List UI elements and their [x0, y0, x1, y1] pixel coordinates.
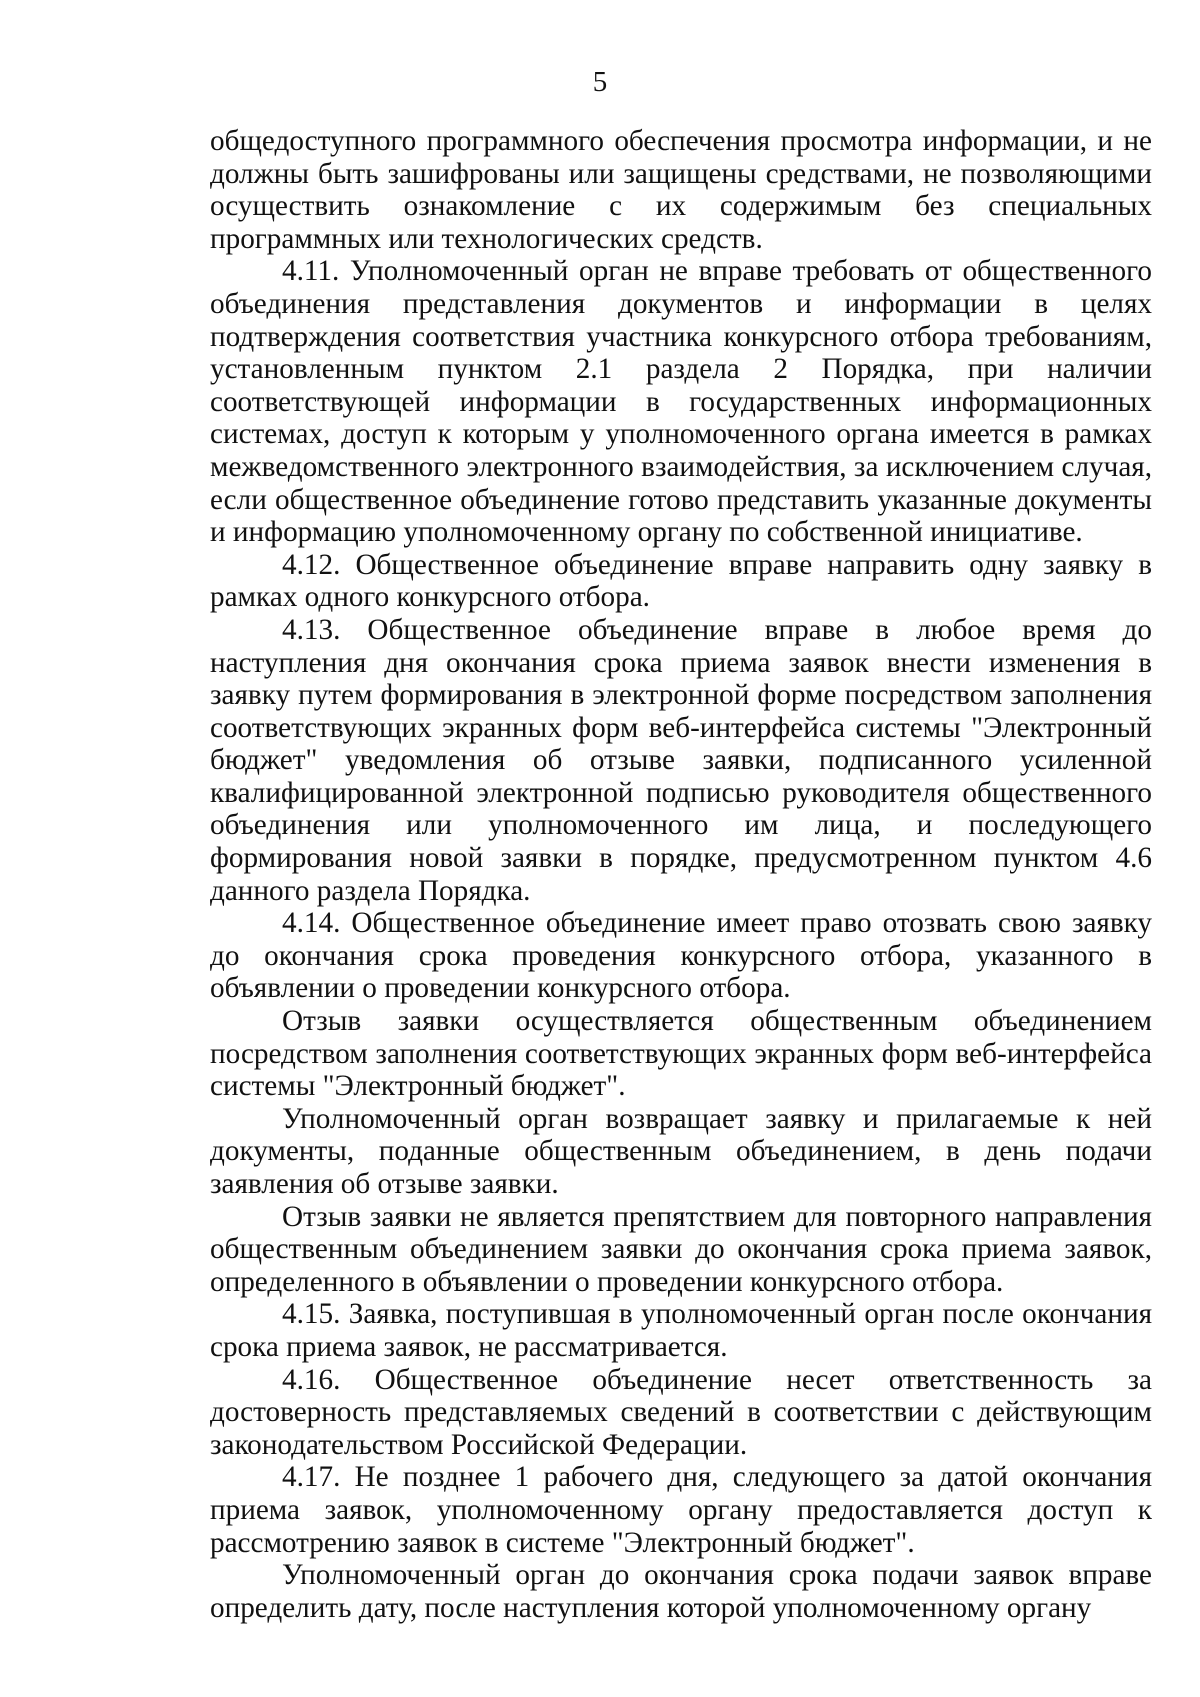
document-body [210, 125, 1152, 1624]
paragraph-4-17: 4.17. Не позднее 1 рабочего дня, следующего за датой окончания приема заявок, уполномоченному органу предоставляется доступ к рассмотрению заявок в системе "Электронный бюджет". [210, 1461, 1152, 1559]
paragraph-4-16: 4.16. Общественное объединение несет ответственность за достоверность представляемых сведений в соответствии с действующим законодательством Российской Федерации. [210, 1363, 1152, 1461]
paragraph-4-14: 4.14. Общественное объединение имеет право отозвать свою заявку до окончания срока проведения конкурсного отбора, указанного в объявлении о проведении конкурсного отбора. [210, 907, 1152, 1005]
paragraph-withdrawal-method: Отзыв заявки осуществляется общественным объединением посредством заполнения соответствующих экранных форм веб-интерфейса системы "Электронный бюджет". [210, 1005, 1152, 1103]
paragraph-4-11: 4.11. Уполномоченный орган не вправе требовать от общественного объединения представления документов и информации в целях подтверждения соответствия участника конкурсного отбора требованиям, установленным пунктом 2.1 раздела 2 Порядка, при наличии соответствующей информации в государственных информационных системах, доступ к которым у уполномоченного органа имеется в рамках межведомственного электронного взаимодействия, за исключением случая, если общественное объединение готово представить указанные документы и информацию уполномоченному органу по собственной инициативе. [210, 255, 1152, 549]
page-number: 5 [592, 66, 608, 98]
paragraph-4-12: 4.12. Общественное объединение вправе направить одну заявку в рамках одного конкурсного отбора. [210, 548, 1152, 614]
paragraph-withdrawal-resubmission: Отзыв заявки не является препятствием для повторного направления общественным объединением заявки до окончания срока приема заявок, определенного в объявлении о проведении конкурсного отбора. [210, 1200, 1152, 1298]
paragraph-4-13: 4.13. Общественное объединение вправе в любое время до наступления дня окончания срока приема заявок внести изменения в заявку путем формирования в электронной форме посредством заполнения соответствующих экранных форм веб-интерфейса системы "Электронный бюджет" уведомления об отзыве заявки, подписанного усиленной квалифицированной электронной подписью руководителя общественного объединения или уполномоченного им лица, и последующего формирования новой заявки в порядке, предусмотренном пунктом 4.6 данного раздела Порядка. [210, 613, 1152, 907]
paragraph-deadline-date: Уполномоченный орган до окончания срока подачи заявок вправе определить дату, после наступления которой уполномоченному органу [210, 1559, 1152, 1624]
paragraph-4-15: 4.15. Заявка, поступившая в уполномоченный орган после окончания срока приема заявок, не рассматривается. [210, 1298, 1152, 1363]
paragraph-continuation: общедоступного программного обеспечения просмотра информации, и не должны быть зашифрованы или защищены средствами, не позволяющими осуществить ознакомление с их содержимым без специальных программных или технологических средств. [210, 125, 1152, 255]
paragraph-withdrawal-return: Уполномоченный орган возвращает заявку и прилагаемые к ней документы, поданные общественным объединением, в день подачи заявления об отзыве заявки. [210, 1102, 1152, 1200]
